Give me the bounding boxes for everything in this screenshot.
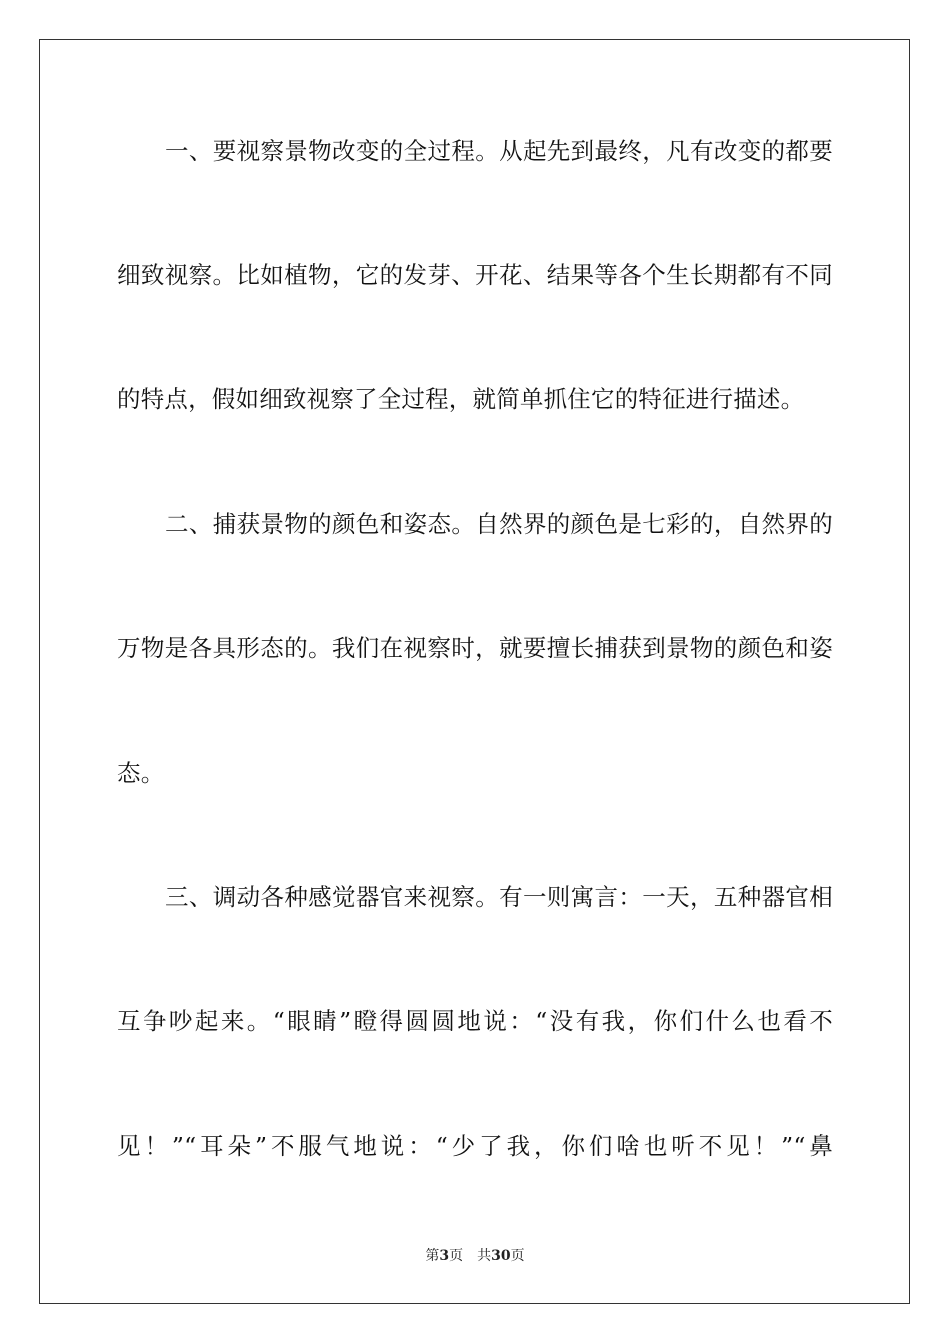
paragraph-3-line-3: 见！”“耳朵”不服气地说：“少了我，你们啥也听不见！”“鼻 [117, 1132, 833, 1160]
paragraph-2-line-1: 二、捕获景物的颜色和姿态。自然界的颜色是七彩的，自然界的 [165, 510, 833, 538]
paragraph-2-line-3: 态。 [117, 759, 165, 787]
footer-mid: 页 共 [449, 1248, 492, 1264]
paragraph-3-line-2: 互争吵起来。“眼睛”瞪得圆圆地说：“没有我，你们什么也看不 [117, 1007, 833, 1035]
footer-prefix: 第 [425, 1248, 440, 1264]
footer-total-pages: 30 [491, 1248, 511, 1264]
paragraph-3-line-1: 三、调动各种感觉器官来视察。有一则寓言：一天，五种器官相 [165, 883, 833, 911]
footer-current-page: 3 [439, 1248, 450, 1264]
paragraph-1-line-1: 一、要视察景物改变的全过程。从起先到最终，凡有改变的都要 [165, 137, 833, 165]
paragraph-1-line-2: 细致视察。比如植物，它的发芽、开花、结果等各个生长期都有不同 [117, 261, 833, 289]
page-number-footer [0, 1246, 950, 1266]
page-frame [39, 39, 910, 1304]
paragraph-1-line-3: 的特点，假如细致视察了全过程，就简单抓住它的特征进行描述。 [117, 385, 805, 413]
paragraph-2-line-2: 万物是各具形态的。我们在视察时，就要擅长捕获到景物的颜色和姿 [117, 634, 833, 662]
footer-suffix: 页 [510, 1248, 525, 1264]
